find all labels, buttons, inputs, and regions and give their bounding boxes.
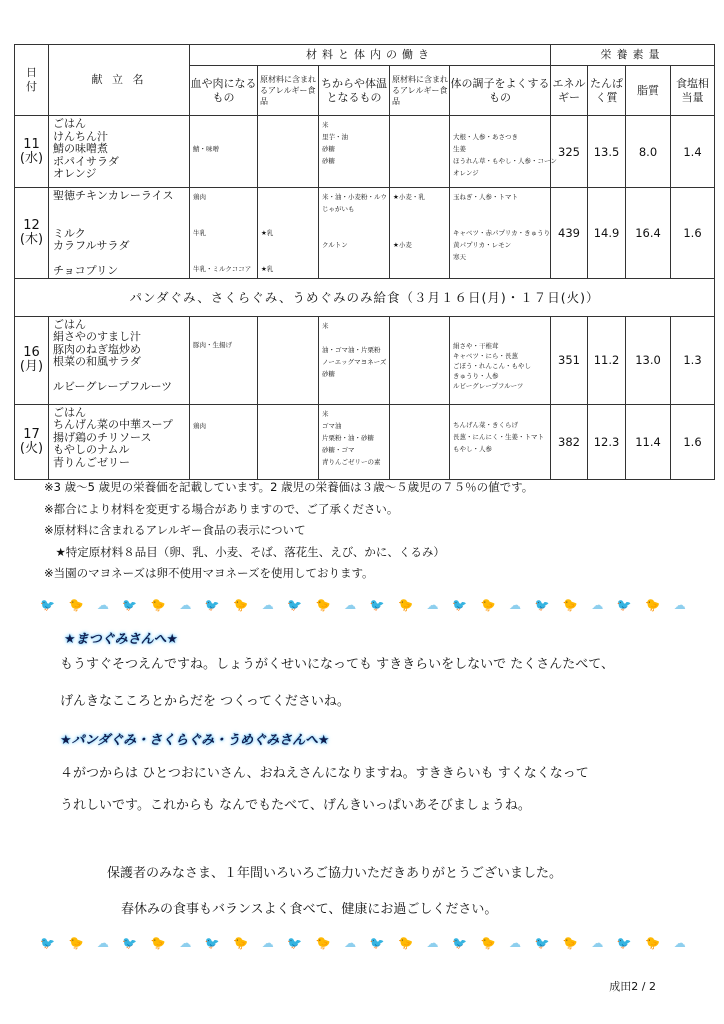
note-line: ※当園のマヨネーズは卵不使用マヨネーズを使用しております。 <box>44 566 374 580</box>
chick-icon: 🐤 <box>68 598 84 612</box>
col-salt-header: 食塩相当量 <box>671 66 715 116</box>
bird-icon: 🐦 <box>369 936 385 950</box>
bird-icon: 🐦 <box>40 936 55 950</box>
bird-icon: 🐦 <box>452 936 467 950</box>
chick-icon: 🐤 <box>562 936 578 950</box>
allergy-cell <box>390 316 450 404</box>
bird-icon: 🐦 <box>122 598 138 612</box>
table-row <box>15 188 715 279</box>
cloud-icon: ☁ <box>96 598 109 612</box>
menu-table <box>14 44 715 480</box>
chick-icon: 🐤 <box>68 936 84 950</box>
note-line: ※3 歳～5 歳児の栄養価を記載しています。2 歳児の栄養価は３歳～５歳児の７５％の値です。 <box>44 480 534 494</box>
message-heading: ★パンダぐみ・さくらぐみ・うめぐみさんへ★ <box>60 733 330 748</box>
energy-cell: 米 里芋・油 砂糖 砂糖 <box>319 116 390 188</box>
cloud-icon: ☁ <box>508 598 521 612</box>
chick-icon: 🐤 <box>315 936 331 950</box>
col-allergy-header: 原材料に含まれるアレルギー食品 <box>390 66 450 116</box>
allergy-cell <box>258 404 319 479</box>
energy-cell: 米 ゴマ油 片栗粉・油・砂糖 砂糖・ゴマ 青りんごゼリーの素 <box>319 404 390 479</box>
notes-block <box>44 477 533 585</box>
col-condition-header: 体の調子をよくするもの <box>450 66 551 116</box>
fat-cell: 8.0 <box>626 116 671 188</box>
allergy-cell: ★乳 ★乳 <box>258 188 319 279</box>
page-number: 成田2 / 2 <box>609 980 656 993</box>
bird-icon: 🐦 <box>204 598 220 612</box>
menu-header: 献 立 名 <box>49 45 190 116</box>
chick-icon: 🐤 <box>315 598 331 612</box>
chick-icon: 🐤 <box>398 598 414 612</box>
condition-cell: 玉ねぎ・人参・トマト キャベツ・赤パプリカ・きゅうり 黄パプリカ・レモン 寒天 <box>450 188 551 279</box>
kcal-cell: 325 <box>551 116 588 188</box>
note-line: ★特定原材料８品目（卵、乳、小麦、そば、落花生、えび、かに、くるみ） <box>44 544 445 559</box>
chick-icon: 🐤 <box>645 598 661 612</box>
cloud-icon: ☁ <box>179 936 192 950</box>
note-line: ※都合により材料を変更する場合がありますので、ご了承ください。 <box>44 501 399 516</box>
salt-cell: 1.6 <box>671 404 715 479</box>
cloud-icon: ☁ <box>673 936 686 950</box>
bird-icon: 🐦 <box>287 598 303 612</box>
allergy-cell <box>390 116 450 188</box>
energy-cell: 米 油・ゴマ油・片栗粉 ノーエッグマヨネーズ 砂糖 <box>319 316 390 404</box>
date-cell: 11 (水) <box>15 116 49 188</box>
bird-icon: 🐦 <box>534 936 550 950</box>
cloud-icon: ☁ <box>96 936 109 950</box>
col-blood-header: 血や肉になるもの <box>190 66 258 116</box>
chick-icon: 🐤 <box>150 936 166 950</box>
chick-icon: 🐤 <box>233 936 249 950</box>
fat-cell: 13.0 <box>626 316 671 404</box>
allergy-cell: ★小麦・乳 ★小麦 <box>390 188 450 279</box>
col-energy-header: ちからや体温となるもの <box>319 66 390 116</box>
salt-cell: 1.4 <box>671 116 715 188</box>
table-row <box>15 404 715 479</box>
bird-icon: 🐦 <box>616 936 632 950</box>
blood-cell: 豚肉・生揚げ <box>190 316 258 404</box>
chick-icon: 🐤 <box>480 936 496 950</box>
blood-cell: 鶏肉 牛乳 牛乳・ミルクココア <box>190 188 258 279</box>
blood-cell: 鶏肉 <box>190 404 258 479</box>
decorative-border-bottom <box>40 934 686 952</box>
date-header: 日 付 <box>15 45 49 116</box>
message-heading: ★まつぐみさんへ★ <box>64 632 179 647</box>
allergy-cell <box>258 116 319 188</box>
bird-icon: 🐦 <box>452 598 467 612</box>
table-row <box>15 116 715 188</box>
lunch-notice: パンダぐみ、さくらぐみ、うめぐみのみ給食（３月１６日(月)・１７日(火)） <box>15 278 715 316</box>
cloud-icon: ☁ <box>673 598 686 612</box>
cloud-icon: ☁ <box>426 598 439 612</box>
protein-cell: 11.2 <box>588 316 626 404</box>
bird-icon: 🐦 <box>204 936 220 950</box>
decorative-border-top <box>40 596 686 614</box>
kcal-cell: 351 <box>551 316 588 404</box>
col-allergy-header: 原材料に含まれるアレルギー食品 <box>258 66 319 116</box>
message-line: ４がつからは ひとつおにいさん、おねえさんになりますね。すききらいも すくなくなって <box>60 766 589 781</box>
chick-icon: 🐤 <box>480 598 496 612</box>
bird-icon: 🐦 <box>122 936 138 950</box>
col-protein-header: たんぱく質 <box>588 66 626 116</box>
message-line: げんきなこころとからだを つくってくださいね。 <box>60 694 350 709</box>
allergy-cell <box>390 404 450 479</box>
ingredients-header: 材料と体内の働き <box>190 45 551 66</box>
date-cell: 16 (月) <box>15 316 49 404</box>
chick-icon: 🐤 <box>150 598 166 612</box>
cloud-icon: ☁ <box>426 936 439 950</box>
kcal-cell: 382 <box>551 404 588 479</box>
note-line: ※原材料に含まれるアレルギー食品の表示について <box>44 523 306 537</box>
fat-cell: 16.4 <box>626 188 671 279</box>
cloud-icon: ☁ <box>591 598 604 612</box>
closing-line: 保護者のみなさま、１年間いろいろご協力いただきありがとうございました。 <box>107 866 563 881</box>
dishes-cell: 聖徳チキンカレーライス ミルク カラフルサラダ チョコプリン <box>49 188 190 279</box>
chick-icon: 🐤 <box>398 936 414 950</box>
table-row <box>15 316 715 404</box>
message-line: うれしいです。これからも なんでもたべて、げんきいっぱいあそびましょうね。 <box>60 798 531 813</box>
condition-cell: ちんげん菜・きくらげ 長葱・にんにく・生姜・トマト もやし・人参 <box>450 404 551 479</box>
nutrition-header: 栄養素量 <box>551 45 715 66</box>
dishes-cell: ごはん けんちん汁 鯖の味噌煮 ポパイサラダ オレンジ <box>49 116 190 188</box>
bird-icon: 🐦 <box>534 598 550 612</box>
condition-cell: 大根・人参・あさつき 生姜 ほうれん草・もやし・人参・コーン オレンジ <box>450 116 551 188</box>
bird-icon: 🐦 <box>616 598 632 612</box>
cloud-icon: ☁ <box>179 598 192 612</box>
col-fat-header: 脂質 <box>626 66 671 116</box>
bird-icon: 🐦 <box>287 936 303 950</box>
date-cell: 12 (木) <box>15 188 49 279</box>
energy-cell: 米・油・小麦粉・ルウ じゃがいも クルトン <box>319 188 390 279</box>
protein-cell: 13.5 <box>588 116 626 188</box>
chick-icon: 🐤 <box>645 936 661 950</box>
condition-cell: 絹さや・干椎茸 キャベツ・にら・長葱 ごぼう・れんこん・もやし きゅうり・人参 ルビーグレープフルーツ <box>450 316 551 404</box>
cloud-icon: ☁ <box>261 936 274 950</box>
protein-cell: 12.3 <box>588 404 626 479</box>
salt-cell: 1.6 <box>671 188 715 279</box>
kcal-cell: 439 <box>551 188 588 279</box>
cloud-icon: ☁ <box>508 936 521 950</box>
protein-cell: 14.9 <box>588 188 626 279</box>
cloud-icon: ☁ <box>344 936 357 950</box>
table-row <box>15 278 715 316</box>
cloud-icon: ☁ <box>261 598 274 612</box>
chick-icon: 🐤 <box>233 598 249 612</box>
message-line: もうすぐそつえんですね。しょうがくせいになっても すききらいをしないで たくさんたべて、 <box>60 657 615 672</box>
bird-icon: 🐦 <box>40 598 55 612</box>
bird-icon: 🐦 <box>369 598 385 612</box>
cloud-icon: ☁ <box>591 936 604 950</box>
blood-cell: 鯖・味噌 <box>190 116 258 188</box>
chick-icon: 🐤 <box>562 598 578 612</box>
dishes-cell: ごはん ちんげん菜の中華スープ 揚げ鶏のチリソース もやしのナムル 青りんごゼリー <box>49 404 190 479</box>
cloud-icon: ☁ <box>344 598 357 612</box>
allergy-cell <box>258 316 319 404</box>
fat-cell: 11.4 <box>626 404 671 479</box>
salt-cell: 1.3 <box>671 316 715 404</box>
col-kcal-header: エネルギー <box>551 66 588 116</box>
dishes-cell: ごはん 絹さやのすまし汁 豚肉のねぎ塩炒め 根菜の和風サラダ ルビーグレープフルーツ <box>49 316 190 404</box>
closing-line: 春休みの食事もバランスよく食べて、健康にお過ごしください。 <box>121 902 498 917</box>
date-cell: 17 (火) <box>15 404 49 479</box>
